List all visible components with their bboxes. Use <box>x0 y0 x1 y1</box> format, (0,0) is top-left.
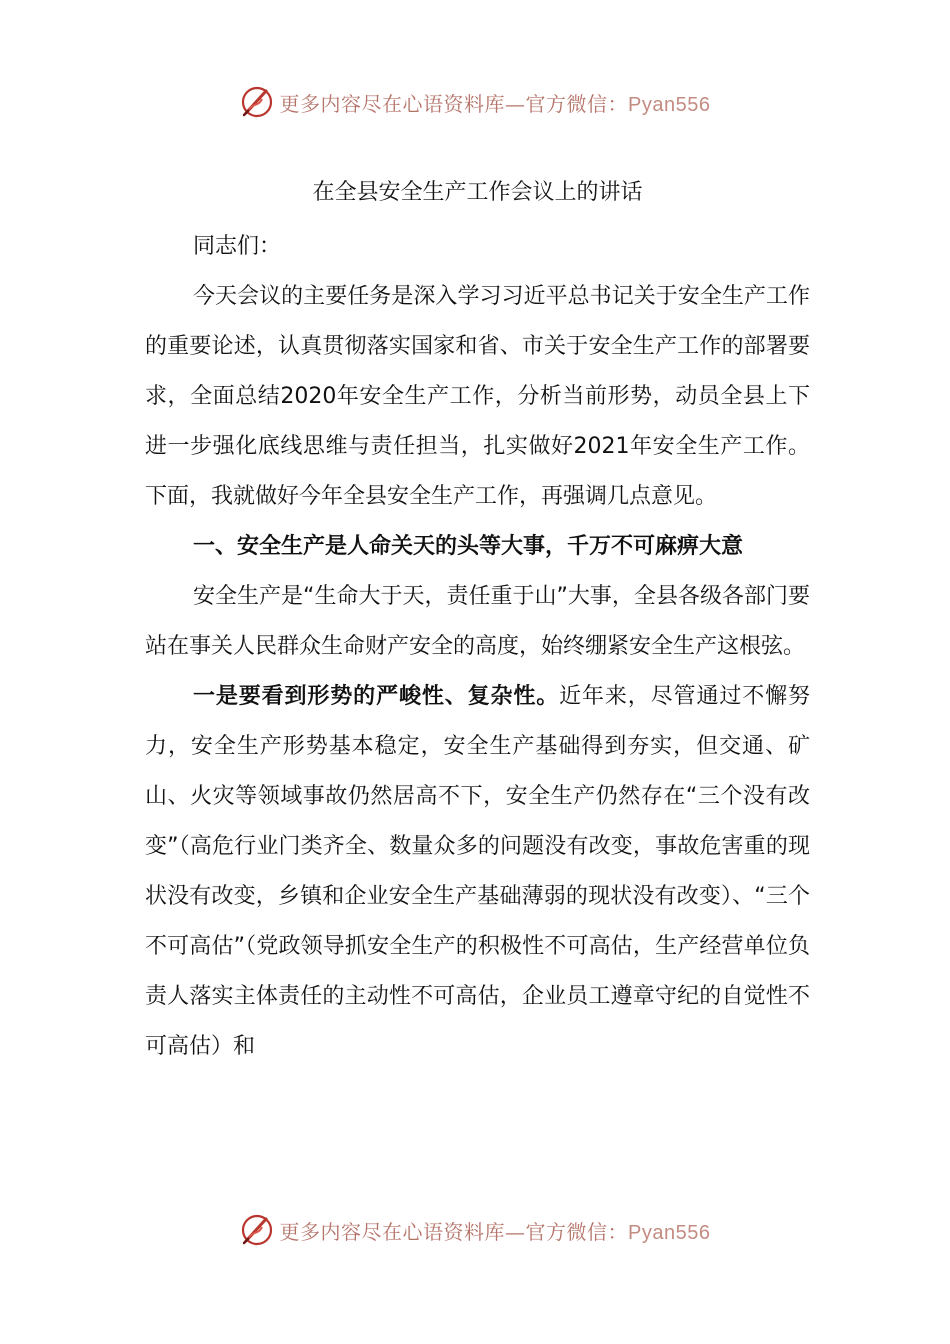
watermark-handle: Pyan556 <box>628 1221 711 1244</box>
point-1-lead: 一是要看到形势的严峻性、复杂性。 <box>193 684 560 709</box>
watermark-prefix: 更多内容尽在心语资料库—官方微信： <box>279 91 629 116</box>
pen-logo-icon <box>240 1213 274 1247</box>
point-1-body: 近年来，尽管通过不懈努力，安全生产形势基本稳定，安全生产基础得到夯实，但交通、矿山、火灾等领域事故仍然居高不下，安全生产仍然存在“三个没有改变”（高危行业门类齐全、数量众多的问题没有改变，事故危害重的现状没有改变，乡镇和企业安全生产基础薄弱的现状没有改变）、“三个不可高估”（党政领导抓安全生产的积极性不可高估，生产经营单位负责人落实主体责任的主动性不可高估，企业员工遵章守纪的自觉性不可高估）和 <box>145 684 810 1059</box>
watermark-text <box>280 88 711 117</box>
watermark-prefix: 更多内容尽在心语资料库—官方微信： <box>279 1219 629 1244</box>
document-body <box>145 168 810 1072</box>
watermark-handle: Pyan556 <box>628 93 711 116</box>
greeting: 同志们： <box>193 234 282 259</box>
intro-paragraph: 今天会议的主要任务是深入学习习近平总书记关于安全生产工作的重要论述，认真贯彻落实国家和省、市关于安全生产工作的部署要求，全面总结2020年安全生产工作，分析当前形势，动员全县上下进一步强化底线思维与责任担当，扎实做好2021年安全生产工作。下面，我就做好今年全县安全生产工作，再强调几点意见。 <box>145 284 810 509</box>
watermark-banner-bottom <box>0 1208 950 1252</box>
section-1-paragraph: 安全生产是“生命大于天，责任重于山”大事，全县各级各部门要站在事关人民群众生命财产安全的高度，始终绷紧安全生产这根弦。 <box>145 584 810 659</box>
page-title: 在全县安全生产工作会议上的讲话 <box>312 180 643 205</box>
section-heading-1: 一、安全生产是人命关天的头等大事，千万不可麻痹大意 <box>193 534 744 559</box>
watermark-banner-top <box>0 80 950 124</box>
watermark-text <box>280 1216 711 1245</box>
point-1-paragraph <box>145 672 810 1072</box>
pen-logo-icon <box>240 85 274 119</box>
